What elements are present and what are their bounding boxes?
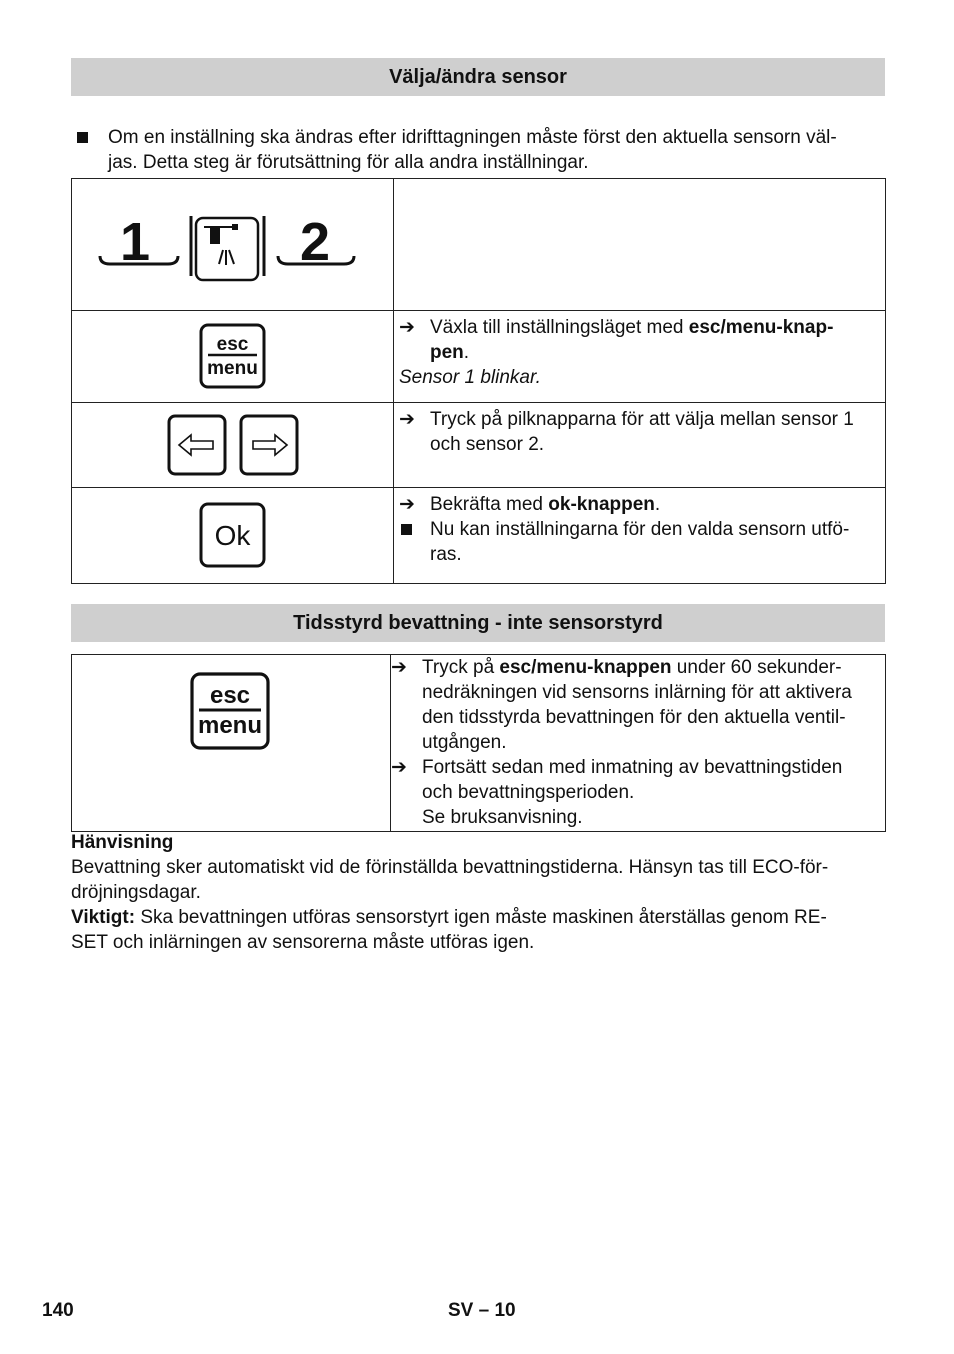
arrow-right-icon: ➔ bbox=[399, 494, 415, 515]
sensor-selector-display-icon bbox=[98, 204, 368, 284]
arrow-right-key-icon bbox=[239, 414, 299, 476]
note-block bbox=[71, 830, 885, 955]
table-row bbox=[72, 403, 886, 488]
ok-key-icon bbox=[198, 501, 268, 569]
instruction-cell bbox=[394, 403, 886, 488]
icon-cell bbox=[72, 488, 394, 584]
page-number: 140 bbox=[42, 1300, 74, 1321]
step-item: ➔ Tryck på esc/menu-knappen under 60 sekunder- nedräkningen vid sensorns inlärning för att aktivera den tidsstyrda bevattningen för den aktuella ventil- utgången. bbox=[391, 657, 852, 753]
display-sensor-1: 1 bbox=[119, 212, 150, 272]
display-sensor-2: 2 bbox=[299, 212, 330, 272]
table-row bbox=[72, 488, 886, 584]
square-bullet-icon bbox=[401, 524, 412, 535]
square-bullet-icon bbox=[77, 132, 88, 143]
arrow-right-icon: ➔ bbox=[391, 757, 407, 778]
esc-menu-key-icon bbox=[189, 671, 273, 753]
sensor-steps-table bbox=[71, 178, 886, 584]
esc-label: esc bbox=[209, 682, 251, 709]
step-item: ➔ Bekräfta med ok-knappen. bbox=[399, 494, 661, 515]
section-code: SV – 10 bbox=[448, 1300, 516, 1321]
important-line-2: SET och inlärningen av sensorerna måste utföras igen. bbox=[71, 932, 535, 953]
note-line-1: Bevattning sker automatiskt vid de förinställda bevattningstiderna. Hänsyn tas till ECO-för- bbox=[71, 857, 829, 878]
timed-irrigation-table bbox=[71, 654, 886, 832]
arrow-right-icon: ➔ bbox=[399, 409, 415, 430]
note-line-2: dröjningsdagar. bbox=[71, 882, 201, 903]
icon-cell bbox=[72, 311, 394, 403]
icon-cell bbox=[72, 655, 391, 832]
note-heading: Hänvisning bbox=[71, 832, 174, 853]
step-item: ➔ Växla till inställningsläget med esc/menu-knap- pen. bbox=[399, 317, 834, 363]
result-item: Nu kan inställningarna för den valda sensorn utfö- ras. bbox=[399, 517, 881, 567]
intro-line-1: Om en inställning ska ändras efter idrifttagningen måste först den aktuella sensorn väl- bbox=[108, 127, 837, 148]
step-item: ➔ Fortsätt sedan med inmatning av bevattningstiden och bevattningsperioden. Se bruksanvisning. bbox=[391, 757, 843, 828]
table-row bbox=[72, 655, 886, 832]
display-cell bbox=[72, 179, 394, 311]
empty-cell bbox=[394, 179, 886, 311]
section-title-timed-irrigation: Tidsstyrd bevattning - inte sensorstyrd bbox=[71, 604, 885, 642]
esc-label: esc bbox=[216, 334, 248, 355]
icon-cell bbox=[72, 403, 394, 488]
instruction-cell bbox=[391, 655, 886, 832]
intro-line-2: jas. Detta steg är förutsättning för alla andra inställningar. bbox=[108, 152, 589, 173]
step-item: ➔ Tryck på pilknapparna för att välja mellan sensor 1 och sensor 2. bbox=[399, 409, 854, 455]
important-line: Viktigt: Ska bevattningen utföras sensorstyrt igen måste maskinen återställas genom RE- bbox=[71, 907, 827, 928]
esc-menu-key-icon bbox=[198, 322, 268, 390]
table-row bbox=[72, 179, 886, 311]
menu-label: menu bbox=[206, 358, 258, 379]
table-row bbox=[72, 311, 886, 403]
arrow-right-icon: ➔ bbox=[399, 317, 415, 338]
important-label: Viktigt: bbox=[71, 907, 136, 928]
ok-label: Ok bbox=[214, 520, 250, 551]
instruction-cell bbox=[394, 311, 886, 403]
arrow-right-icon: ➔ bbox=[391, 657, 407, 678]
instruction-cell bbox=[394, 488, 886, 584]
section-title-select-sensor: Välja/ändra sensor bbox=[71, 58, 885, 96]
status-note: Sensor 1 blinkar. bbox=[399, 367, 541, 388]
menu-label: menu bbox=[197, 712, 263, 739]
arrow-left-key-icon bbox=[167, 414, 227, 476]
intro-paragraph bbox=[71, 125, 885, 175]
